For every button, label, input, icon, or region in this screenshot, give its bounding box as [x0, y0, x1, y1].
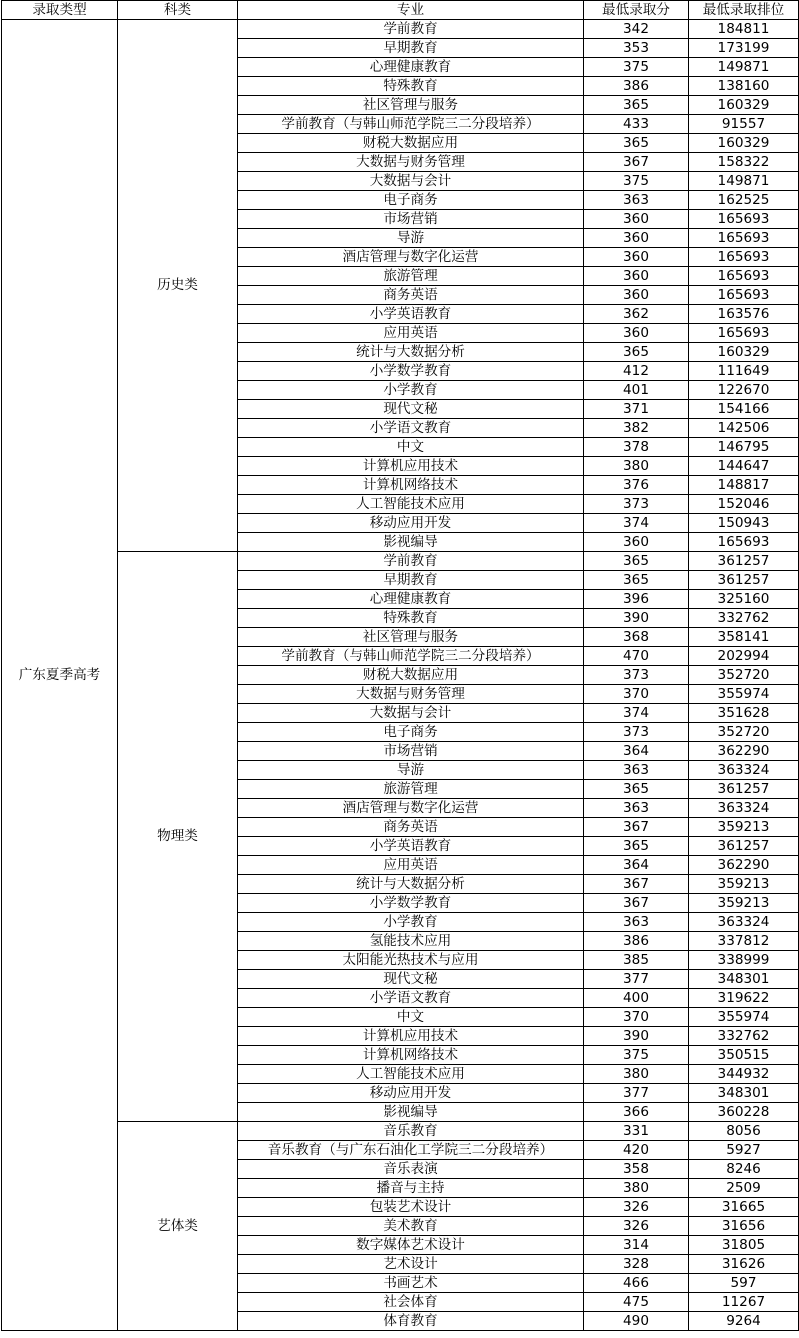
min-rank-cell: 160329	[689, 96, 799, 115]
min-rank-cell: 202994	[689, 647, 799, 666]
major-cell: 氢能技术应用	[238, 932, 584, 951]
min-score-cell: 375	[584, 1046, 689, 1065]
min-score-cell: 380	[584, 457, 689, 476]
major-cell: 体育教育	[238, 1312, 584, 1331]
min-rank-cell: 165693	[689, 248, 799, 267]
min-rank-cell: 8246	[689, 1160, 799, 1179]
min-score-cell: 365	[584, 134, 689, 153]
major-cell: 现代文秘	[238, 970, 584, 989]
min-rank-cell: 152046	[689, 495, 799, 514]
min-rank-cell: 31805	[689, 1236, 799, 1255]
category-cell: 物理类	[118, 552, 238, 1122]
major-cell: 早期教育	[238, 571, 584, 590]
min-rank-cell: 359213	[689, 875, 799, 894]
min-rank-cell: 184811	[689, 20, 799, 39]
min-rank-cell: 350515	[689, 1046, 799, 1065]
major-cell: 影视编导	[238, 533, 584, 552]
min-rank-cell: 348301	[689, 970, 799, 989]
min-score-cell: 400	[584, 989, 689, 1008]
major-cell: 计算机网络技术	[238, 476, 584, 495]
table-row	[2, 1122, 799, 1141]
major-cell: 移动应用开发	[238, 1084, 584, 1103]
min-rank-cell: 160329	[689, 134, 799, 153]
min-rank-cell: 31665	[689, 1198, 799, 1217]
min-rank-cell: 358141	[689, 628, 799, 647]
min-rank-cell: 363324	[689, 913, 799, 932]
min-score-cell: 364	[584, 856, 689, 875]
min-score-cell: 475	[584, 1293, 689, 1312]
min-score-cell: 326	[584, 1198, 689, 1217]
min-score-cell: 373	[584, 723, 689, 742]
major-cell: 市场营销	[238, 210, 584, 229]
min-rank-cell: 165693	[689, 533, 799, 552]
min-score-cell: 375	[584, 172, 689, 191]
major-cell: 统计与大数据分析	[238, 875, 584, 894]
major-cell: 小学语文教育	[238, 989, 584, 1008]
major-cell: 计算机应用技术	[238, 457, 584, 476]
major-cell: 旅游管理	[238, 267, 584, 286]
min-rank-cell: 146795	[689, 438, 799, 457]
category-cell: 艺体类	[118, 1122, 238, 1331]
min-rank-cell: 359213	[689, 818, 799, 837]
major-cell: 大数据与财务管理	[238, 685, 584, 704]
min-rank-cell: 363324	[689, 761, 799, 780]
major-cell: 财税大数据应用	[238, 666, 584, 685]
min-rank-cell: 150943	[689, 514, 799, 533]
min-rank-cell: 597	[689, 1274, 799, 1293]
major-cell: 商务英语	[238, 286, 584, 305]
major-cell: 应用英语	[238, 856, 584, 875]
major-cell: 电子商务	[238, 191, 584, 210]
major-cell: 小学英语教育	[238, 837, 584, 856]
min-score-cell: 386	[584, 932, 689, 951]
major-cell: 统计与大数据分析	[238, 343, 584, 362]
min-rank-cell: 2509	[689, 1179, 799, 1198]
min-rank-cell: 344932	[689, 1065, 799, 1084]
min-score-cell: 470	[584, 647, 689, 666]
min-score-cell: 365	[584, 837, 689, 856]
major-cell: 心理健康教育	[238, 590, 584, 609]
major-cell: 计算机应用技术	[238, 1027, 584, 1046]
major-cell: 小学数学教育	[238, 362, 584, 381]
min-score-cell: 365	[584, 96, 689, 115]
min-rank-cell: 325160	[689, 590, 799, 609]
min-rank-cell: 158322	[689, 153, 799, 172]
min-rank-cell: 337812	[689, 932, 799, 951]
min-rank-cell: 165693	[689, 210, 799, 229]
min-rank-cell: 348301	[689, 1084, 799, 1103]
header-category: 科类	[118, 1, 238, 20]
min-score-cell: 385	[584, 951, 689, 970]
major-cell: 商务英语	[238, 818, 584, 837]
min-score-cell: 466	[584, 1274, 689, 1293]
min-score-cell: 360	[584, 533, 689, 552]
table-body	[2, 20, 799, 1331]
min-score-cell: 367	[584, 894, 689, 913]
min-rank-cell: 160329	[689, 343, 799, 362]
min-rank-cell: 5927	[689, 1141, 799, 1160]
header-row	[2, 1, 799, 20]
major-cell: 市场营销	[238, 742, 584, 761]
major-cell: 酒店管理与数字化运营	[238, 799, 584, 818]
major-cell: 小学教育	[238, 913, 584, 932]
major-cell: 数字媒体艺术设计	[238, 1236, 584, 1255]
min-rank-cell: 138160	[689, 77, 799, 96]
major-cell: 影视编导	[238, 1103, 584, 1122]
major-cell: 财税大数据应用	[238, 134, 584, 153]
major-cell: 音乐教育	[238, 1122, 584, 1141]
min-score-cell: 386	[584, 77, 689, 96]
min-score-cell: 366	[584, 1103, 689, 1122]
admission-type-cell: 广东夏季高考	[2, 20, 118, 1331]
major-cell: 移动应用开发	[238, 514, 584, 533]
min-rank-cell: 361257	[689, 837, 799, 856]
min-score-cell: 401	[584, 381, 689, 400]
major-cell: 音乐表演	[238, 1160, 584, 1179]
min-rank-cell: 165693	[689, 324, 799, 343]
major-cell: 中文	[238, 438, 584, 457]
major-cell: 书画艺术	[238, 1274, 584, 1293]
table-row	[2, 20, 799, 39]
min-rank-cell: 163576	[689, 305, 799, 324]
min-score-cell: 367	[584, 153, 689, 172]
major-cell: 小学英语教育	[238, 305, 584, 324]
min-rank-cell: 162525	[689, 191, 799, 210]
min-rank-cell: 352720	[689, 723, 799, 742]
min-score-cell: 358	[584, 1160, 689, 1179]
min-rank-cell: 111649	[689, 362, 799, 381]
major-cell: 导游	[238, 761, 584, 780]
major-cell: 大数据与会计	[238, 704, 584, 723]
min-rank-cell: 165693	[689, 286, 799, 305]
min-rank-cell: 149871	[689, 172, 799, 191]
major-cell: 包装艺术设计	[238, 1198, 584, 1217]
major-cell: 导游	[238, 229, 584, 248]
min-rank-cell: 154166	[689, 400, 799, 419]
major-cell: 太阳能光热技术与应用	[238, 951, 584, 970]
min-rank-cell: 9264	[689, 1312, 799, 1331]
major-cell: 大数据与会计	[238, 172, 584, 191]
min-score-cell: 362	[584, 305, 689, 324]
min-score-cell: 374	[584, 704, 689, 723]
min-rank-cell: 142506	[689, 419, 799, 438]
major-cell: 特殊教育	[238, 609, 584, 628]
min-score-cell: 363	[584, 191, 689, 210]
min-rank-cell: 362290	[689, 856, 799, 875]
min-score-cell: 373	[584, 666, 689, 685]
min-rank-cell: 338999	[689, 951, 799, 970]
min-score-cell: 377	[584, 970, 689, 989]
min-score-cell: 373	[584, 495, 689, 514]
category-cell: 历史类	[118, 20, 238, 552]
min-rank-cell: 351628	[689, 704, 799, 723]
major-cell: 人工智能技术应用	[238, 1065, 584, 1084]
min-score-cell: 390	[584, 1027, 689, 1046]
min-score-cell: 382	[584, 419, 689, 438]
min-score-cell: 365	[584, 343, 689, 362]
major-cell: 播音与主持	[238, 1179, 584, 1198]
min-score-cell: 314	[584, 1236, 689, 1255]
min-score-cell: 380	[584, 1065, 689, 1084]
min-score-cell: 375	[584, 58, 689, 77]
min-rank-cell: 355974	[689, 685, 799, 704]
header-min-rank: 最低录取排位	[689, 1, 799, 20]
min-rank-cell: 8056	[689, 1122, 799, 1141]
min-score-cell: 378	[584, 438, 689, 457]
min-rank-cell: 361257	[689, 571, 799, 590]
min-score-cell: 367	[584, 818, 689, 837]
admission-score-table	[1, 0, 799, 1331]
min-score-cell: 365	[584, 780, 689, 799]
major-cell: 人工智能技术应用	[238, 495, 584, 514]
min-rank-cell: 319622	[689, 989, 799, 1008]
min-score-cell: 360	[584, 286, 689, 305]
min-score-cell: 363	[584, 913, 689, 932]
min-score-cell: 367	[584, 875, 689, 894]
major-cell: 特殊教育	[238, 77, 584, 96]
min-score-cell: 368	[584, 628, 689, 647]
min-score-cell: 433	[584, 115, 689, 134]
min-score-cell: 360	[584, 229, 689, 248]
min-score-cell: 360	[584, 324, 689, 343]
major-cell: 现代文秘	[238, 400, 584, 419]
header-major: 专业	[238, 1, 584, 20]
min-rank-cell: 352720	[689, 666, 799, 685]
major-cell: 早期教育	[238, 39, 584, 58]
major-cell: 社区管理与服务	[238, 628, 584, 647]
header-admission-type: 录取类型	[2, 1, 118, 20]
min-score-cell: 365	[584, 571, 689, 590]
min-rank-cell: 122670	[689, 381, 799, 400]
major-cell: 旅游管理	[238, 780, 584, 799]
major-cell: 学前教育（与韩山师范学院三二分段培养）	[238, 115, 584, 134]
major-cell: 计算机网络技术	[238, 1046, 584, 1065]
min-rank-cell: 11267	[689, 1293, 799, 1312]
major-cell: 小学数学教育	[238, 894, 584, 913]
min-rank-cell: 363324	[689, 799, 799, 818]
major-cell: 音乐教育（与广东石油化工学院三二分段培养）	[238, 1141, 584, 1160]
min-score-cell: 370	[584, 1008, 689, 1027]
major-cell: 美术教育	[238, 1217, 584, 1236]
major-cell: 艺术设计	[238, 1255, 584, 1274]
min-score-cell: 360	[584, 248, 689, 267]
min-score-cell: 364	[584, 742, 689, 761]
major-cell: 心理健康教育	[238, 58, 584, 77]
min-score-cell: 371	[584, 400, 689, 419]
major-cell: 学前教育	[238, 20, 584, 39]
min-score-cell: 377	[584, 1084, 689, 1103]
major-cell: 学前教育（与韩山师范学院三二分段培养）	[238, 647, 584, 666]
header-min-score: 最低录取分	[584, 1, 689, 20]
min-score-cell: 328	[584, 1255, 689, 1274]
min-rank-cell: 31656	[689, 1217, 799, 1236]
min-score-cell: 370	[584, 685, 689, 704]
major-cell: 中文	[238, 1008, 584, 1027]
min-rank-cell: 91557	[689, 115, 799, 134]
min-score-cell: 412	[584, 362, 689, 381]
min-rank-cell: 360228	[689, 1103, 799, 1122]
min-rank-cell: 165693	[689, 229, 799, 248]
major-cell: 酒店管理与数字化运营	[238, 248, 584, 267]
min-rank-cell: 144647	[689, 457, 799, 476]
min-score-cell: 376	[584, 476, 689, 495]
min-score-cell: 396	[584, 590, 689, 609]
major-cell: 社会体育	[238, 1293, 584, 1312]
table-row	[2, 552, 799, 571]
min-rank-cell: 165693	[689, 267, 799, 286]
major-cell: 电子商务	[238, 723, 584, 742]
min-score-cell: 360	[584, 210, 689, 229]
min-score-cell: 490	[584, 1312, 689, 1331]
major-cell: 大数据与财务管理	[238, 153, 584, 172]
major-cell: 小学语文教育	[238, 419, 584, 438]
min-score-cell: 365	[584, 552, 689, 571]
min-score-cell: 390	[584, 609, 689, 628]
min-rank-cell: 31626	[689, 1255, 799, 1274]
min-rank-cell: 361257	[689, 552, 799, 571]
min-score-cell: 363	[584, 761, 689, 780]
min-score-cell: 420	[584, 1141, 689, 1160]
min-rank-cell: 359213	[689, 894, 799, 913]
min-rank-cell: 148817	[689, 476, 799, 495]
min-rank-cell: 332762	[689, 609, 799, 628]
min-score-cell: 380	[584, 1179, 689, 1198]
min-score-cell: 353	[584, 39, 689, 58]
min-rank-cell: 362290	[689, 742, 799, 761]
min-score-cell: 360	[584, 267, 689, 286]
min-rank-cell: 173199	[689, 39, 799, 58]
min-score-cell: 363	[584, 799, 689, 818]
min-rank-cell: 355974	[689, 1008, 799, 1027]
min-score-cell: 342	[584, 20, 689, 39]
min-rank-cell: 332762	[689, 1027, 799, 1046]
min-rank-cell: 361257	[689, 780, 799, 799]
major-cell: 应用英语	[238, 324, 584, 343]
min-score-cell: 326	[584, 1217, 689, 1236]
min-score-cell: 374	[584, 514, 689, 533]
major-cell: 学前教育	[238, 552, 584, 571]
major-cell: 小学教育	[238, 381, 584, 400]
major-cell: 社区管理与服务	[238, 96, 584, 115]
min-rank-cell: 149871	[689, 58, 799, 77]
min-score-cell: 331	[584, 1122, 689, 1141]
